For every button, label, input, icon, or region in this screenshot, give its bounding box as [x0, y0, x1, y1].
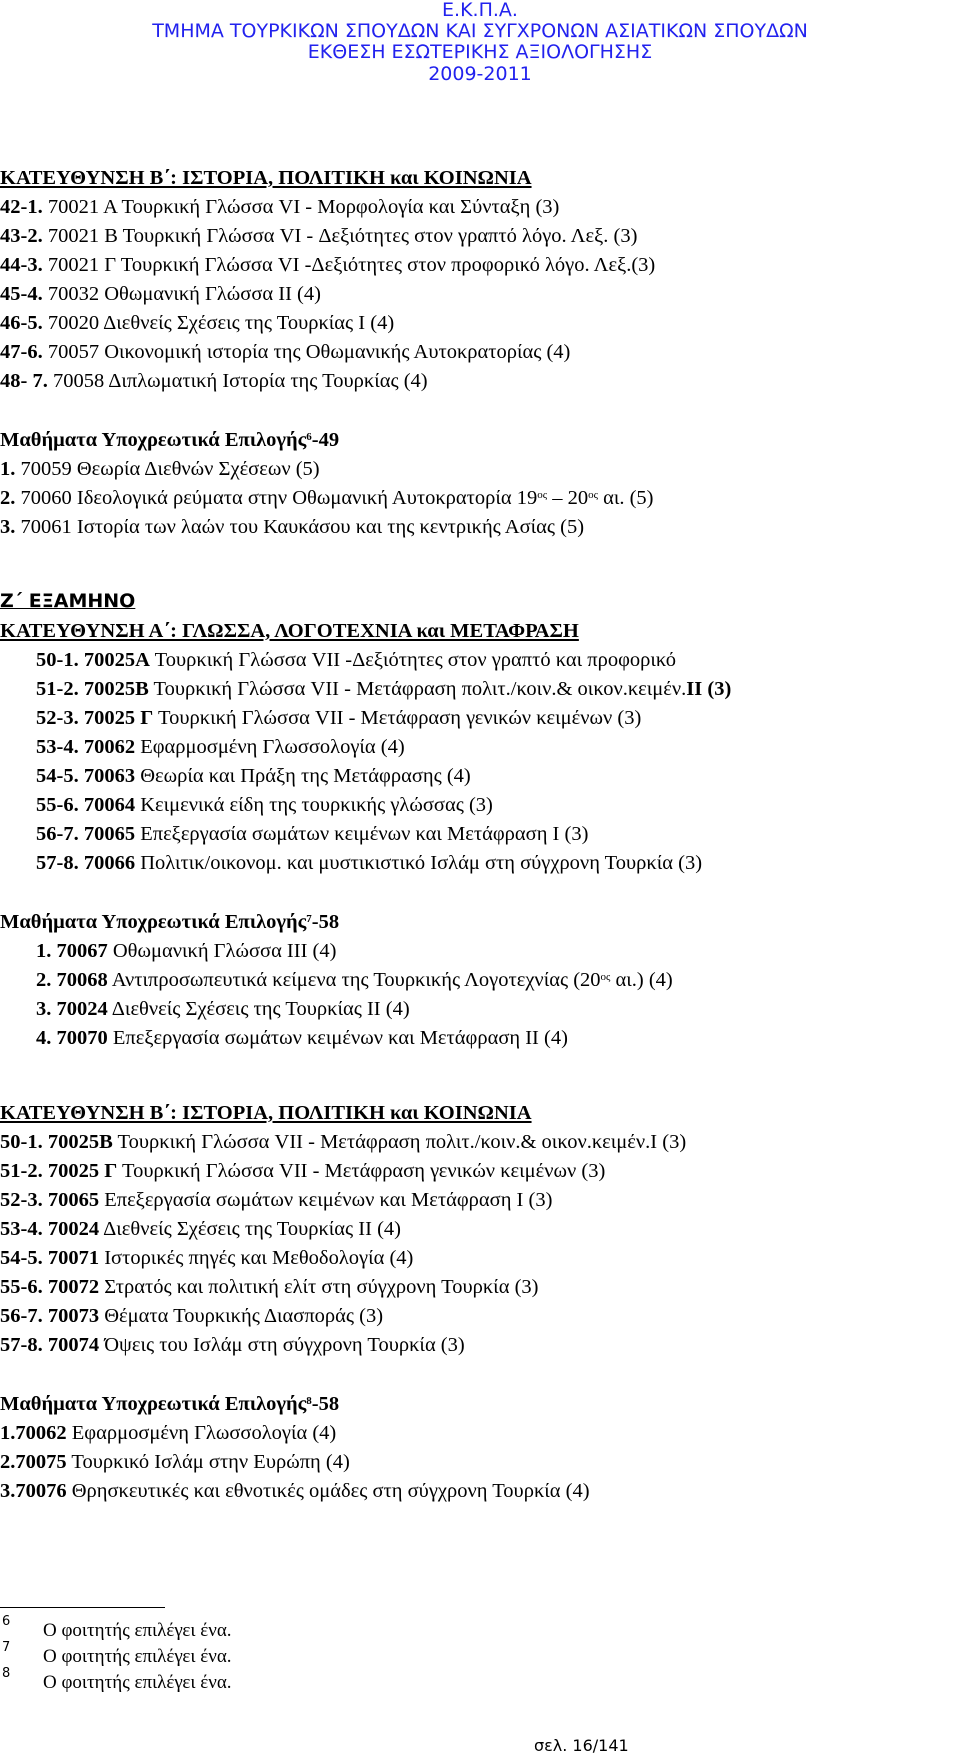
- elective-item: 1. 70059 Θεωρία Διεθνών Σχέσεων (5): [0, 458, 320, 480]
- footnote-text: Ο φοιτητής επιλέγει ένα.: [43, 1646, 232, 1667]
- course-item: 54-5. 70071 Ιστορικές πηγές και Μεθοδολογία (4): [0, 1247, 414, 1269]
- header-department: ΤΜΗΜΑ ΤΟΥΡΚΙΚΩΝ ΣΠΟΥΔΩΝ ΚΑΙ ΣΥΓΧΡΟΝΩΝ ΑΣΙΑΤΙΚΩΝ ΣΠΟΥΔΩΝ: [152, 20, 808, 42]
- course-item: 55-6. 70064 Κειμενικά είδη της τουρκικής γλώσσας (3): [36, 794, 493, 816]
- course-item: 48- 7. 70058 Διπλωματική Ιστορία της Τουρκίας (4): [0, 370, 428, 392]
- course-item: 53-4. 70062 Εφαρμοσμένη Γλωσσολογία (4): [36, 736, 405, 758]
- course-item: 44-3. 70021 Γ Τουρκική Γλώσσα VI -Δεξιότητες στον προφορικό λόγο. Λεξ.(3): [0, 254, 656, 276]
- footnote-ref: 6: [306, 431, 312, 443]
- footnote-number: 7: [2, 1640, 11, 1655]
- course-item: 52-3. 70025 Γ Τουρκική Γλώσσα VII - Μετάφραση γενικών κειμένων (3): [36, 707, 642, 729]
- course-item: 51-2. 70025 Γ Τουρκική Γλώσσα VII - Μετάφραση γενικών κειμένων (3): [0, 1160, 606, 1182]
- course-item: 53-4. 70024 Διεθνείς Σχέσεις της Τουρκίας ΙΙ (4): [0, 1218, 401, 1240]
- footnote-number: 6: [2, 1614, 11, 1629]
- section-heading: ΚΑΤΕΥΘΥΝΣΗ Β΄: ΙΣΤΟΡΙΑ, ΠΟΛΙΤΙΚΗ και ΚΟΙΝΩΝΙΑ: [0, 1102, 532, 1124]
- elective-item: 4. 70070 Επεξεργασία σωμάτων κειμένων και Μετάφραση ΙΙ (4): [36, 1027, 568, 1049]
- elective-heading: Μαθήματα Υποχρεωτικά Επιλογής$^6$-49: [0, 429, 340, 451]
- course-item: 56-7. 70073 Θέματα Τουρκικής Διασποράς (3): [0, 1305, 384, 1327]
- course-item: 42-1. 70021 Α Τουρκική Γλώσσα VI - Μορφολογία και Σύνταξη (3): [0, 196, 560, 218]
- course-item: 54-5. 70063 Θεωρία και Πράξη της Μετάφρασης (4): [36, 765, 471, 787]
- elective-heading: Μαθήματα Υποχρεωτικά Επιλογής$^7$-58: [0, 911, 340, 933]
- course-item: 47-6. 70057 Οικονομική ιστορία της Οθωμανικής Αυτοκρατορίας (4): [0, 341, 571, 363]
- course-item: 55-6. 70072 Στρατός και πολιτική ελίτ στη σύγχρονη Τουρκία (3): [0, 1276, 539, 1298]
- elective-item: 3. 70061 Ιστορία των λαών του Καυκάσου και της κεντρικής Ασίας (5): [0, 516, 585, 538]
- course-item: 50-1. 70025Β Τουρκική Γλώσσα VII - Μετάφραση πολιτ./κοιν.& οικον.κειμέν.Ι (3): [0, 1131, 687, 1153]
- elective-item: 1.70062 Εφαρμοσμένη Γλωσσολογία (4): [0, 1422, 337, 1444]
- footnote-ref: 8: [306, 1395, 312, 1407]
- footnote-number: 8: [2, 1666, 11, 1681]
- course-item: 56-7. 70065 Επεξεργασία σωμάτων κειμένων και Μετάφραση Ι (3): [36, 823, 589, 845]
- header-report-title: ΕΚΘΕΣΗ ΕΣΩΤΕΡΙΚΗΣ ΑΞΙΟΛΟΓΗΣΗΣ: [307, 41, 653, 63]
- course-item: 52-3. 70065 Επεξεργασία σωμάτων κειμένων και Μετάφραση Ι (3): [0, 1189, 553, 1211]
- header-institution: Ε.Κ.Π.Α.: [442, 0, 518, 21]
- course-item: 43-2. 70021 Β Τουρκική Γλώσσα VI - Δεξιότητες στον γραπτό λόγο. Λεξ. (3): [0, 225, 638, 247]
- course-item: 45-4. 70032 Οθωμανική Γλώσσα ΙΙ (4): [0, 283, 321, 305]
- footnote-ref: 7: [306, 913, 312, 925]
- elective-heading: Μαθήματα Υποχρεωτικά Επιλογής$^8$-58: [0, 1393, 340, 1415]
- header-period: 2009-2011: [428, 63, 532, 85]
- elective-item: 1. 70067 Οθωμανική Γλώσσα ΙΙΙ (4): [36, 940, 337, 962]
- course-item: 57-8. 70074 Όψεις του Ισλάμ στη σύγχρονη Τουρκία (3): [0, 1334, 465, 1356]
- footnote-text: Ο φοιτητής επιλέγει ένα.: [43, 1620, 232, 1641]
- page-number: σελ. 16/141: [534, 1736, 629, 1755]
- course-item: 57-8. 70066 Πολιτικ/οικονομ. και μυστικιστικό Ισλάμ στη σύγχρονη Τουρκία (3): [36, 852, 703, 874]
- course-item: 51-2. 70025Β Τουρκική Γλώσσα VII - Μετάφραση πολιτ./κοιν.& οικον.κειμέν.ΙΙ (3): [36, 678, 732, 700]
- semester-title: Ζ΄ ΕΞΑΜΗΝΟ: [0, 590, 136, 612]
- elective-item: 2.70075 Τουρκικό Ισλάμ στην Ευρώπη (4): [0, 1451, 350, 1473]
- footnote-text: Ο φοιτητής επιλέγει ένα.: [43, 1672, 232, 1693]
- section-heading: ΚΑΤΕΥΘΥΝΣΗ Β΄: ΙΣΤΟΡΙΑ, ΠΟΛΙΤΙΚΗ και ΚΟΙΝΩΝΙΑ: [0, 167, 532, 189]
- elective-item: 2. 70068 Αντιπροσωπευτικά κείμενα της Τουρκικής Λογοτεχνίας ($20^{o\varsigma}$ αι.) (4): [36, 969, 673, 991]
- course-item: 46-5. 70020 Διεθνείς Σχέσεις της Τουρκίας Ι (4): [0, 312, 395, 334]
- course-item: 50-1. 70025Α Τουρκική Γλώσσα VII -Δεξιότητες στον γραπτό και προφορικό: [36, 649, 677, 671]
- footnote-separator: [0, 1607, 165, 1608]
- elective-item: 2. 70060 Ιδεολογικά ρεύματα στην Οθωμανική Αυτοκρατορία $19^{o\varsigma} - 20^{o\varsigma}$ αι. (5): [0, 487, 654, 509]
- section-heading: ΚΑΤΕΥΘΥΝΣΗ Α΄: ΓΛΩΣΣΑ, ΛΟΓΟΤΕΧΝΙΑ και ΜΕΤΑΦΡΑΣΗ: [0, 620, 579, 642]
- elective-item: 3. 70024 Διεθνείς Σχέσεις της Τουρκίας ΙΙ (4): [36, 998, 410, 1020]
- elective-item: 3.70076 Θρησκευτικές και εθνοτικές ομάδες στη σύγχρονη Τουρκία (4): [0, 1480, 590, 1502]
